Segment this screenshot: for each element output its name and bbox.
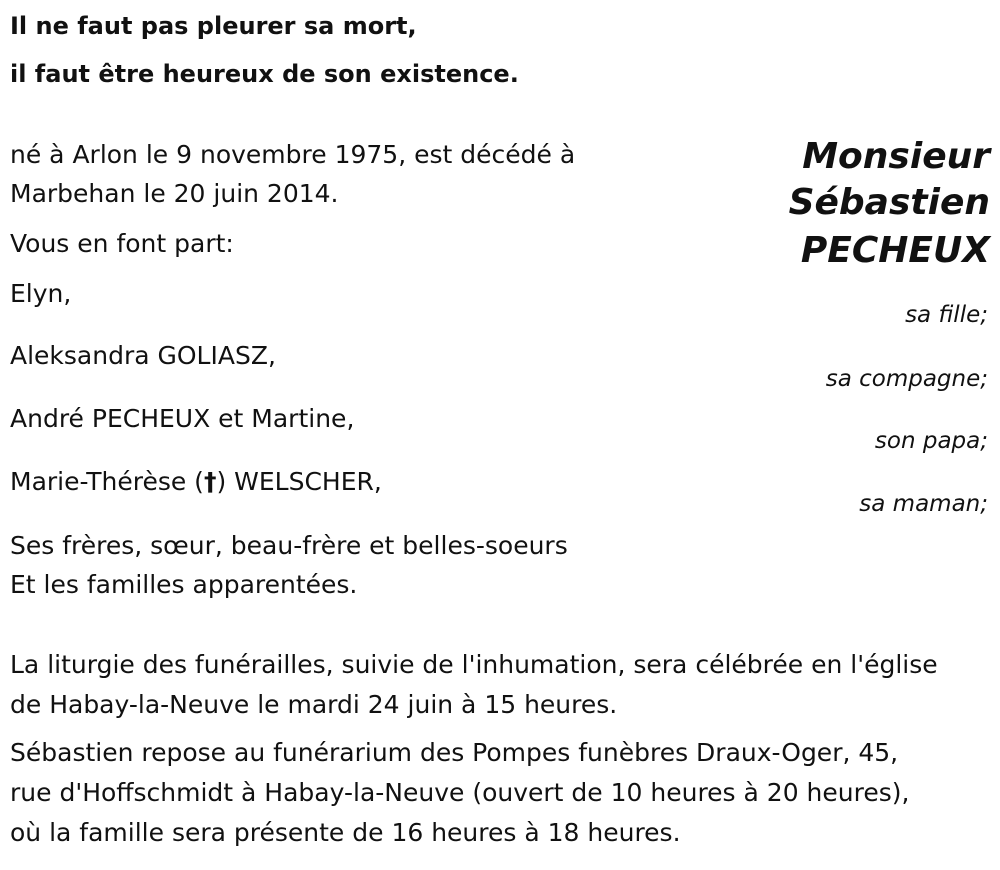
- family-member-relation: sa compagne;: [825, 366, 988, 392]
- family-member-name: [10, 464, 382, 500]
- family-member-name: Aleksandra GOLIASZ,: [10, 341, 276, 370]
- announcement-intro: Vous en font part:: [10, 229, 234, 258]
- family-member-relation: sa fille;: [905, 302, 988, 328]
- relatives-line-2: Et les familles apparentées.: [10, 570, 358, 599]
- family-member-relation: sa maman;: [859, 491, 988, 517]
- cross-icon: †: [203, 467, 217, 496]
- epitaph-line-2: il faut être heureux de son existence.: [10, 60, 519, 88]
- deceased-first-name: Sébastien: [788, 182, 990, 223]
- visitation-line-2: rue d'Hoffschmidt à Habay-la-Neuve (ouvert de 10 heures à 20 heures),: [10, 778, 910, 807]
- visitation-line-1: Sébastien repose au funérarium des Pompes funèbres Draux-Oger, 45,: [10, 738, 899, 767]
- family-member-name: Elyn,: [10, 279, 72, 308]
- family-member-name-part: Marie-Thérèse (: [10, 467, 204, 496]
- visitation-line-3: où la famille sera présente de 16 heures à 18 heures.: [10, 818, 681, 847]
- deceased-last-name: PECHEUX: [800, 230, 990, 271]
- epitaph-line-1: Il ne faut pas pleurer sa mort,: [10, 12, 417, 40]
- funeral-line-2: de Habay-la-Neuve le mardi 24 juin à 15 heures.: [10, 690, 618, 719]
- birth-death-line-1: né à Arlon le 9 novembre 1975, est décédé à: [10, 140, 576, 169]
- family-member-relation: son papa;: [874, 428, 988, 454]
- deceased-title: Monsieur: [802, 136, 990, 177]
- relatives-line-1: Ses frères, sœur, beau-frère et belles-soeurs: [10, 531, 568, 560]
- family-member-name: André PECHEUX et Martine,: [10, 404, 355, 433]
- birth-death-line-2: Marbehan le 20 juin 2014.: [10, 179, 339, 208]
- family-member-name-part: ) WELSCHER,: [216, 467, 382, 496]
- funeral-line-1: La liturgie des funérailles, suivie de l'inhumation, sera célébrée en l'église: [10, 650, 938, 679]
